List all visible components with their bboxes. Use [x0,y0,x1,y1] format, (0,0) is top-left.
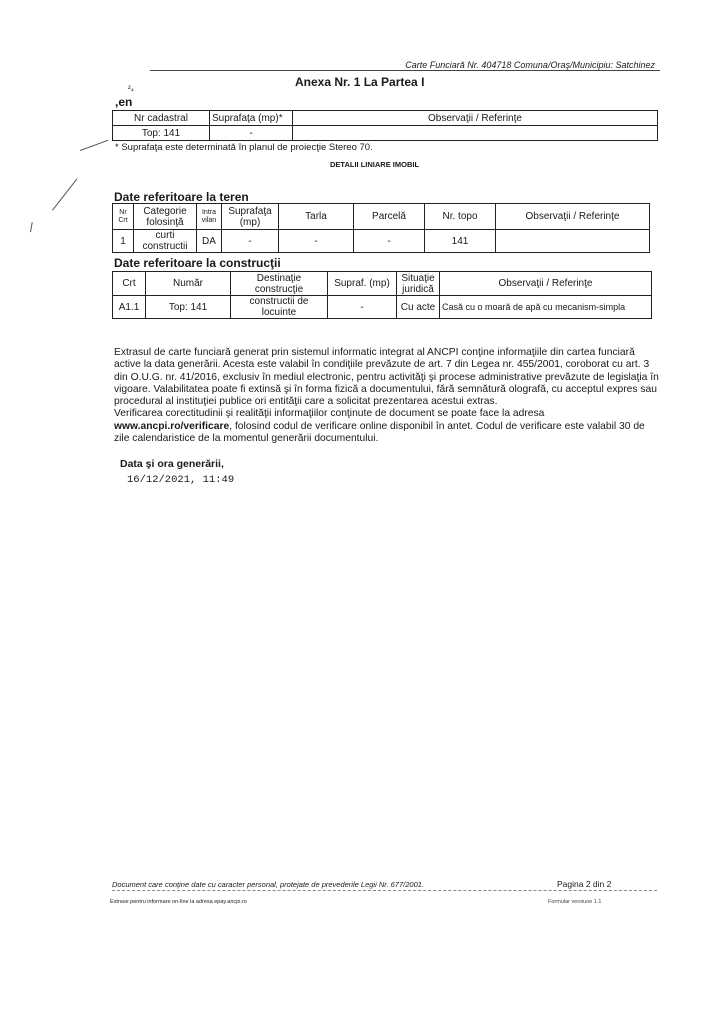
generation-datetime: 16/12/2021, 11:49 [127,474,235,486]
table-cell: - [222,230,279,253]
table-row [113,230,650,253]
table-header-row [113,204,650,230]
header-fragment-en: ,en [115,95,133,109]
verification-text-end: , folosind codul de verificare online disponibil în antet. Codul de verificare este valabil 30 de zile calendaristice de la momentul generării documentului. [114,420,645,445]
table-cell: Casă cu o moară de apă cu mecanism-simpla [440,296,652,319]
table-cell [496,230,650,253]
pen-mark [52,178,77,210]
table-header-cell: Nr cadastral [113,111,210,126]
generation-label: Data şi ora generării, [120,458,224,470]
table-cell: curti constructii [134,230,197,253]
header-divider [150,70,660,71]
table-header-cell: Observaţii / Referinţe [293,111,658,126]
constructii-table [112,271,652,319]
table-header-row [113,272,652,296]
footer-source: Extrase pentru informare on-line la adresa epay.ancpi.ro [110,899,247,905]
table-header-cell: Nr. topo [425,204,496,230]
legal-paragraph [114,347,659,445]
table-header-row [113,111,658,126]
table-header-cell: Categorie folosinţă [134,204,197,230]
table-cell: Top: 141 [146,296,231,319]
table-header-cell: Supraf. (mp) [328,272,397,296]
pen-mark [80,140,109,151]
verification-text-start: Verificarea corectitudinii şi realităţii informaţiilor conţinute de document se poate face la adresa [114,408,545,420]
table-header-cell: Observaţii / Referinţe [440,272,652,296]
table-header-cell: Suprafaţa (mp)* [210,111,293,126]
table-cell [293,126,658,141]
header-cf-info: Carte Funciară Nr. 404718 Comuna/Oraş/Municipiu: Satchinez [405,60,655,70]
table-header-cell: Observaţii / Referinţe [496,204,650,230]
table-header-cell: Intra vilan [197,204,222,230]
table-cell: - [279,230,354,253]
verification-link[interactable]: www.ancpi.ro/verificare [114,420,230,432]
table-cell: constructii de locuinte [231,296,328,319]
table-header-cell: Destinaţie construcţie [231,272,328,296]
detalii-title: DETALII LINIARE IMOBIL [330,160,420,169]
table-cell: - [210,126,293,141]
table-row [113,296,652,319]
table-row [113,126,658,141]
table-header-cell: Parcelă [354,204,425,230]
cadastral-table [112,110,658,141]
footer-page-number: Pagina 2 din 2 [557,879,612,889]
table-header-cell: Crt [113,272,146,296]
table-cell: Cu acte [397,296,440,319]
table-cell: DA [197,230,222,253]
table-cell: 141 [425,230,496,253]
table-header-cell: Număr [146,272,231,296]
footer-divider [112,890,657,891]
legal-paragraph-1: Extrasul de carte funciară generat prin sistemul informatic integrat al ANCPI conţine informaţiile din cartea funciară active la data generării. Acesta este valabil în condiţiile prevăzute de art. 7 din Legea nr. 455/2001, coroborat cu art. 3 din O.U.G. nr. 41/2016, exclusiv în mediul electronic, pentru activităţi şi procese administrative prevăzute de legislaţia în vigoare. Valabilitatea poate fi extinsă şi în forma fizică a documentului, fără semnătură olografă, cu acceptul expres sau procedural al instituţiei publice ori entităţii care a solicitat prezentarea acestui extras. [114,347,659,408]
constructii-section-title: Date referitoare la construcţii [114,256,281,270]
surface-note: * Suprafaţa este determinată în planul de proiecţie Stereo 70. [115,142,373,153]
anexa-title: Anexa Nr. 1 La Partea I [295,75,425,89]
table-header-cell: Situaţie juridică [397,272,440,296]
table-header-cell: Tarla [279,204,354,230]
table-header-cell: Suprafaţa (mp) [222,204,279,230]
footer-disclaimer: Document care conţine date cu caracter personal, protejate de prevederile Legii Nr. 677/2001. [112,880,424,889]
legal-paragraph-2 [114,408,659,445]
table-cell: Top: 141 [113,126,210,141]
pen-mark [30,222,33,232]
table-cell: - [354,230,425,253]
table-cell: - [328,296,397,319]
table-header-cell: Nr Crt [113,204,134,230]
table-cell: A1.1 [113,296,146,319]
teren-table [112,203,650,253]
teren-section-title: Date referitoare la teren [114,190,249,204]
header-fragment-small: ²₄ [128,84,134,93]
footer-form-version: Formular versiune 1.1 [548,899,602,905]
table-cell: 1 [113,230,134,253]
